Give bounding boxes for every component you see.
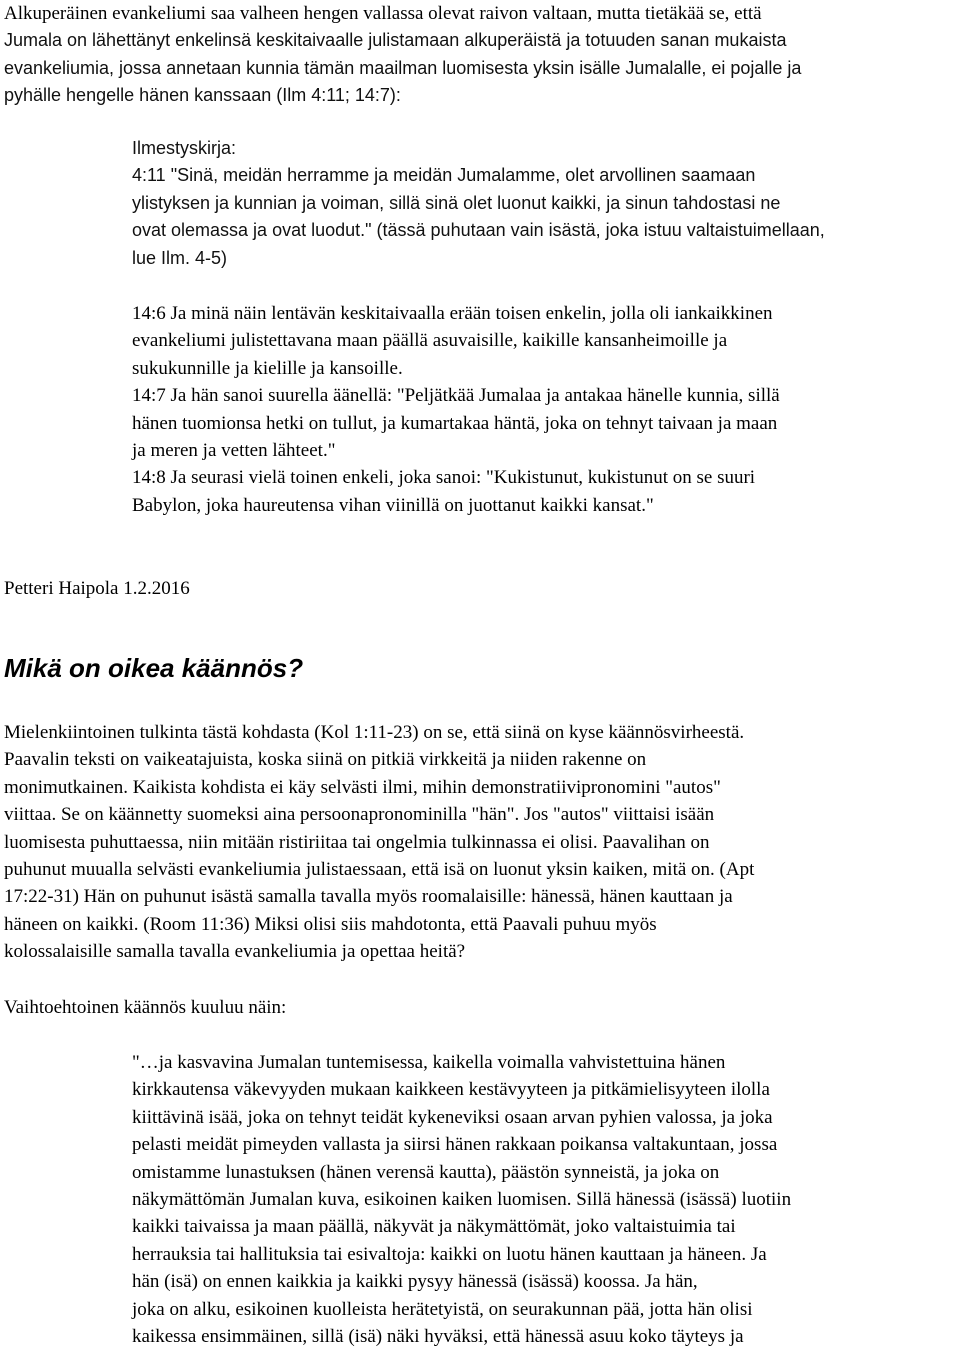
text-line: Alkuperäinen evankeliumi saa valheen hengen vallassa olevat raivon valtaan, mutta tietäkää se, että	[4, 3, 762, 24]
text-line: Vaihtoehtoinen käännös kuuluu näin:	[4, 997, 287, 1018]
quote-line: näkymättömän Jumalan kuva, esikoinen kaiken luomisen. Sillä hänessä (isässä) luotiin	[132, 1189, 792, 1211]
quote-line: pelasti meidät pimeyden vallasta ja siirsi hänen rakkaan poikansa valtakuntaan, jossa	[132, 1134, 778, 1156]
text-line: ylistyksen ja kunnian ja voiman, sillä sinä olet luonut kaikki, ja sinun tahdostasi ne	[132, 192, 781, 213]
verse-line: hänen tuomionsa hetki on tullut, ja kumartakaa häntä, joka on tehnyt taivaan ja maan	[132, 412, 778, 434]
alt-intro	[4, 994, 286, 1021]
verse-line: ja meren ja vetten lähteet."	[132, 440, 336, 462]
verse-line: 14:6 Ja minä näin lentävän keskitaivaalla erään toisen enkelin, jolla oli iankaikkinen	[132, 303, 773, 324]
quote-line: omistamme lunastuksen (hänen verensä kautta), päästön synneistä, ja joka on	[132, 1161, 720, 1183]
text-line: häneen on kaikki. (Room 11:36) Miksi olisi siis mahdotonta, että Paavali puhuu myös	[4, 913, 657, 935]
quote-label: Ilmestyskirja:	[132, 138, 237, 158]
text-line: lue Ilm. 4-5)	[132, 247, 228, 268]
text-line: viittaa. Se on käännetty suomeksi aina persoonapronominilla "hän". Jos "autos" viittaisi isään	[4, 804, 715, 826]
text-line: Paavalin teksti on vaikeatajuista, koska siinä on pitkiä virkkeitä ja niiden rakenne on	[4, 749, 647, 771]
section-heading: Mikä on oikea käännös?	[4, 653, 304, 683]
verses-block	[132, 300, 780, 519]
text-line: puhunut muualla selvästi evankeliumia julistaessaan, että isä on luonut yksin kaiken, mitä on. (Apt	[4, 859, 755, 881]
verse-line: evankeliumi julistettavana maan päällä asuvaisille, kaikille kansanheimoille ja	[132, 330, 728, 352]
verse-line: 14:7 Ja hän sanoi suurella äänellä: "Peljätkää Jumalaa ja antakaa hänelle kunnia, sillä	[132, 385, 780, 407]
quote-line: kiittävinä isää, joka on tehnyt teidät kykeneviksi osaan arvan pyhien valossa, ja joka	[132, 1106, 773, 1128]
verse-line: Babylon, joka haureutensa vihan viinillä on juottanut kaikki kansat."	[132, 494, 654, 516]
quote-line: kaikki taivaissa ja maan päällä, näkyvät ja näkymättömät, joko valtaistuimia tai	[132, 1216, 736, 1238]
text-line: 4:11 "Sinä, meidän herramme ja meidän Jumalamme, olet arvollinen saamaan	[132, 165, 756, 186]
text-line: kolossalaisille samalla tavalla evankeliumia ja opettaa heitä?	[4, 941, 466, 963]
quote-line: kaikessa ensimmäinen, sillä (isä) näki hyväksi, että hänessä asuu koko täyteys ja	[132, 1326, 744, 1348]
alt-translation-quote	[132, 1049, 791, 1350]
quote-line: joka on alku, esikoinen kuolleista herätetyistä, on seurakunnan pää, jotta hän olisi	[132, 1298, 753, 1320]
body-paragraph	[4, 719, 754, 966]
quote-line: hän (isä) on ennen kaikkia ja kaikki pysyy hänessä (isässä) koossa. Ja hän,	[132, 1271, 698, 1293]
signature-text: Petteri Haipola 1.2.2016	[4, 578, 190, 599]
quote-line: kirkkautensa väkevyyden mukaan kaikkeen kestävyyteen ja pitkämielisyyteen ilolla	[132, 1079, 770, 1101]
signature	[4, 575, 190, 602]
verse-line: sukukunnille ja kielille ja kansoille.	[132, 357, 403, 379]
intro-paragraph	[4, 0, 801, 110]
text-line: Jumala on lähettänyt enkelinsä keskitaivaalle julistamaan alkuperäistä ja totuuden sanan mukaista	[4, 30, 787, 51]
text-line: evankeliumia, jossa annetaan kunnia tämän maailman luomisesta yksin isälle Jumalalle, ei pojalle ja	[4, 57, 802, 78]
text-line: luomisesta puhuttaessa, niin mitään ristiriitaa tai ongelmia tulkinnassa ei olisi. Paavalihan on	[4, 831, 710, 853]
text-line: 17:22-31) Hän on puhunut isästä samalla tavalla myös roomalaisille: hänessä, hänen kauttaan ja	[4, 886, 733, 908]
verse-line: 14:8 Ja seurasi vielä toinen enkeli, joka sanoi: "Kukistunut, kukistunut on se suuri	[132, 467, 756, 489]
text-line: Mielenkiintoinen tulkinta tästä kohdasta (Kol 1:11-23) on se, että siinä on kyse käännösvirheestä.	[4, 722, 745, 743]
revelation-quote	[132, 135, 825, 272]
text-line: pyhälle hengelle hänen kanssaan (Ilm 4:11; 14:7):	[4, 85, 401, 106]
quote-line: "…ja kasvavina Jumalan tuntemisessa, kaikella voimalla vahvistettuina hänen	[132, 1052, 726, 1073]
quote-line: herrauksia tai hallituksia tai esivaltoja: kaikki on luotu hänen kauttaan ja häneen. Ja	[132, 1243, 767, 1265]
text-line: ovat olemassa ja ovat luodut." (tässä puhutaan vain isästä, joka istuu valtaistuimellaan,	[132, 220, 825, 241]
text-line: monimutkainen. Kaikista kohdista ei käy selvästi ilmi, mihin demonstratiivipronomini "autos"	[4, 776, 721, 798]
